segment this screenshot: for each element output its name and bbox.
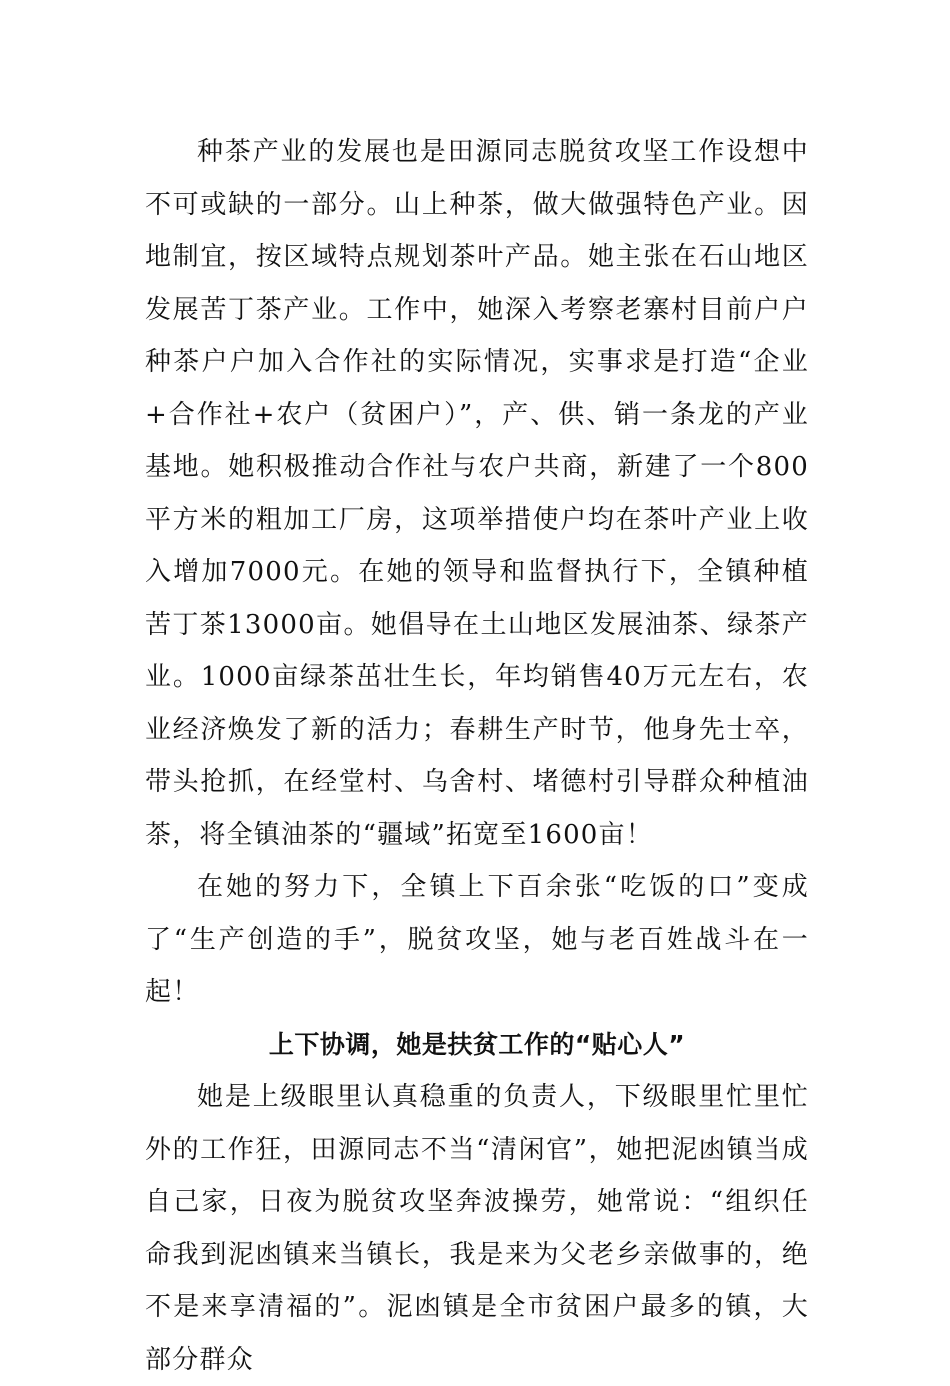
section-heading: 上下协调，她是扶贫工作的“贴心人” bbox=[268, 1029, 686, 1059]
paragraph-effort-summary: 在她的努力下，全镇上下百余张“吃饭的口”变成了“生产创造的手”，脱贫攻坚，她与老百姓战斗在一起！ bbox=[145, 872, 809, 1007]
paragraph-tea-industry: 种茶产业的发展也是田源同志脱贫攻坚工作设想中不可或缺的一部分。山上种茶，做大做强特色产业。因地制宜，按区域特点规划茶叶产品。她主张在石山地区发展苦丁茶产业。工作中，她深入考察老寨村目前户户种茶户户加入合作社的实际情况，实事求是打造“企业+合作社+农户（贫困户）”，产、供、销一条龙的产业基地。她积极推动合作社与农户共商，新建了一个800平方米的粗加工厂房，这项举措使户均在茶叶产业上收入增加7000元。在她的领导和监督执行下，全镇种植苦丁茶13000亩。她倡导在土山地区发展油茶、绿茶产业。1000亩绿茶茁壮生长，年均销售40万元左右，农业经济焕发了新的活力；春耕生产时节，他身先士卒，带头抢抓，在经堂村、乌舍村、堵德村引导群众种植油茶，将全镇油茶的“疆域”拓宽至1600亩！ bbox=[145, 137, 809, 850]
document-body bbox=[145, 126, 809, 1386]
paragraph-coordination: 她是上级眼里认真稳重的负责人，下级眼里忙里忙外的工作狂，田源同志不当“清闲官”，她把泥凼镇当成自己家，日夜为脱贫攻坚奔波操劳，她常说：“组织任命我到泥凼镇来当镇长，我是来为父老乡亲做事的，绝不是来享清福的”。泥凼镇是全市贫困户最多的镇，大部分群众 bbox=[145, 1082, 809, 1375]
